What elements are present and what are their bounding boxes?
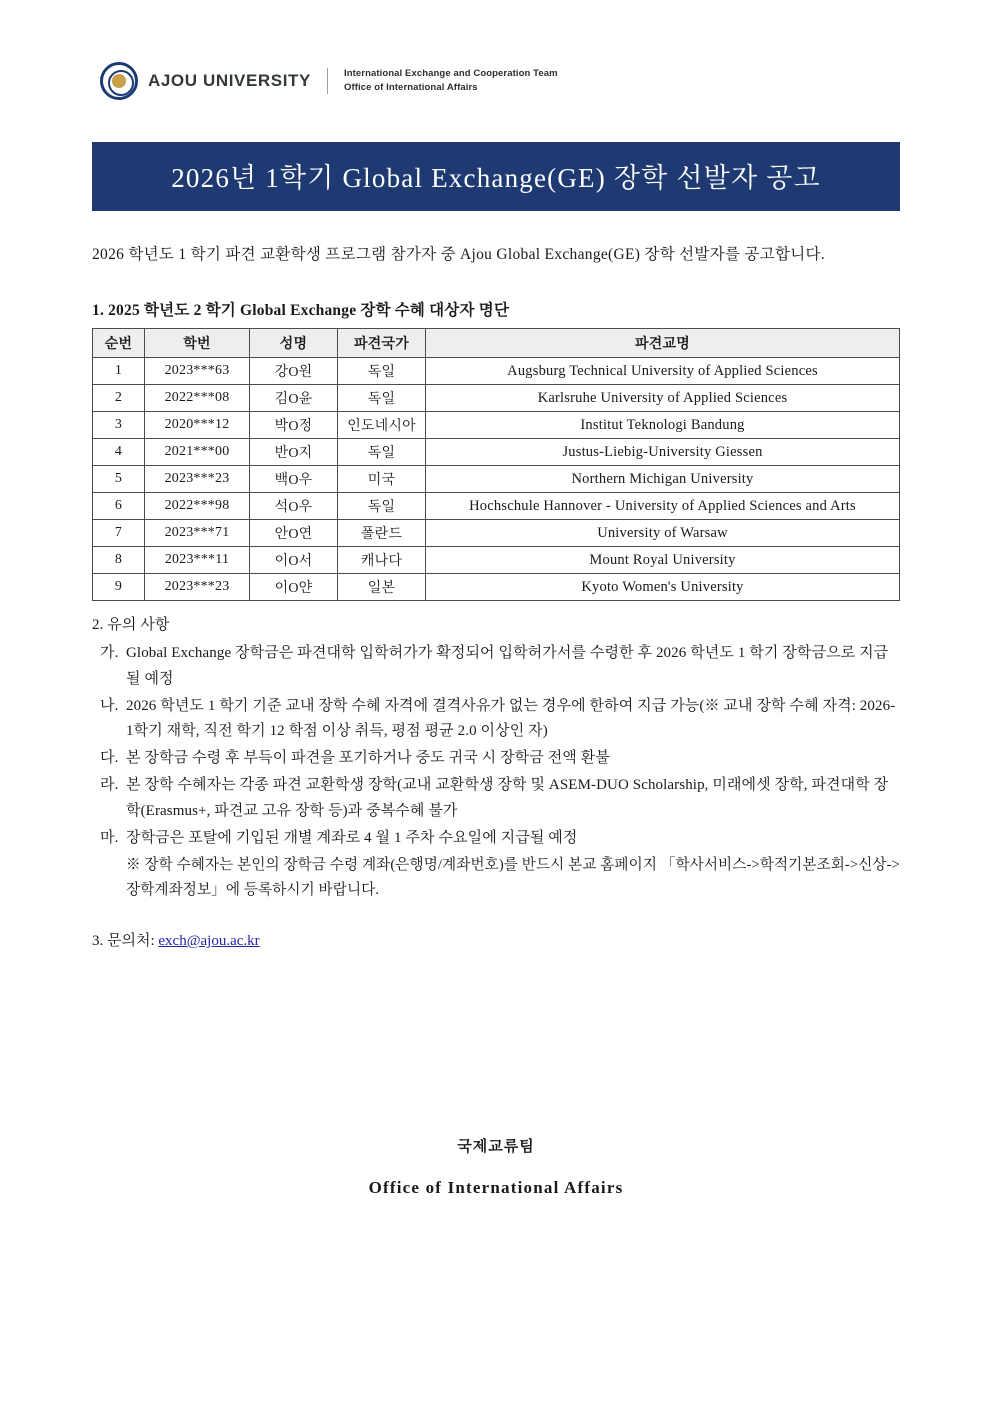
cell-university: Justus-Liebig-University Giessen xyxy=(426,439,900,466)
cell-country: 인도네시아 xyxy=(338,412,426,439)
note-item xyxy=(92,773,900,825)
cell-name: 이O서 xyxy=(250,547,338,574)
table-header-row xyxy=(93,329,900,358)
cell-country: 독일 xyxy=(338,385,426,412)
table-row xyxy=(93,412,900,439)
column-header-id: 학번 xyxy=(145,329,250,358)
cell-country: 미국 xyxy=(338,466,426,493)
cell-id: 2021***00 xyxy=(145,439,250,466)
table-row xyxy=(93,493,900,520)
cell-university: Karlsruhe University of Applied Sciences xyxy=(426,385,900,412)
column-header-country: 파견국가 xyxy=(338,329,426,358)
ajou-logo-icon xyxy=(100,62,138,100)
note-item xyxy=(92,641,900,693)
note-label: 가. xyxy=(100,644,119,661)
cell-id: 2023***11 xyxy=(145,547,250,574)
note-text: 2026 학년도 1 학기 기준 교내 장학 수혜 자격에 결격사유가 없는 경우에 한하여 지급 가능(※ 교내 장학 수혜 자격: 2026-1학기 재학, 직전 학기 12 학점 이상 취득, 평점 평균 2.0 이상인 자) xyxy=(126,697,896,740)
letterhead-line-1: International Exchange and Cooperation Team xyxy=(343,68,558,80)
cell-country: 일본 xyxy=(338,574,426,601)
note-text: 본 장학 수혜자는 각종 파견 교환학생 장학(교내 교환학생 장학 및 ASEM-DUO Scholarship, 미래에셋 장학, 파견대학 장학(Erasmus+, 파견교 고유 장학 등)과 중복수혜 불가 xyxy=(126,776,889,819)
section-2-notes xyxy=(92,613,900,903)
column-header-no: 순번 xyxy=(93,329,145,358)
cell-country: 독일 xyxy=(338,358,426,385)
note-text: 장학금은 포탈에 기입된 개별 계좌로 4 월 1 주차 수요일에 지급될 예정 xyxy=(126,829,578,846)
table-row xyxy=(93,520,900,547)
cell-no: 2 xyxy=(93,385,145,412)
contact-email-link[interactable]: exch@ajou.ac.kr xyxy=(158,932,260,949)
cell-university: University of Warsaw xyxy=(426,520,900,547)
letterhead-divider xyxy=(327,68,328,94)
cell-id: 2023***63 xyxy=(145,358,250,385)
table-row xyxy=(93,385,900,412)
cell-name: 석O우 xyxy=(250,493,338,520)
note-label: 다. xyxy=(100,750,119,767)
cell-no: 5 xyxy=(93,466,145,493)
cell-id: 2020***12 xyxy=(145,412,250,439)
cell-university: Hochschule Hannover - University of Applied Sciences and Arts xyxy=(426,493,900,520)
intro-paragraph: 2026 학년도 1 학기 파견 교환학생 프로그램 참가자 중 Ajou Global Exchange(GE) 장학 선발자를 공고합니다. xyxy=(92,246,825,263)
cell-university: Kyoto Women's University xyxy=(426,574,900,601)
letterhead-text xyxy=(344,67,558,95)
ajou-wordmark: AJOU UNIVERSITY xyxy=(148,71,311,90)
note-item xyxy=(92,746,900,772)
table-row xyxy=(93,466,900,493)
section-3-contact xyxy=(92,929,900,950)
cell-no: 9 xyxy=(93,574,145,601)
footer-team: 국제교류팀 xyxy=(457,1138,535,1155)
note-footnote: ※ 장학 수혜자는 본인의 장학금 수령 계좌(은행명/계좌번호)를 반드시 본교 홈페이지 「학사서비스->학적기본조회->신상->장학계좌정보」에 등록하시기 바랍니다. xyxy=(126,857,900,899)
table-row xyxy=(93,358,900,385)
section-1-heading: 1. 2025 학년도 2 학기 Global Exchange 장학 수혜 대상자 명단 xyxy=(92,302,510,320)
cell-country: 캐나다 xyxy=(338,547,426,574)
note-text: 본 장학금 수령 후 부득이 파견을 포기하거나 중도 귀국 시 장학금 전액 환불 xyxy=(126,750,610,767)
cell-country: 독일 xyxy=(338,493,426,520)
cell-name: 김O윤 xyxy=(250,385,338,412)
cell-name: 박O정 xyxy=(250,412,338,439)
note-text: Global Exchange 장학금은 파견대학 입학허가가 확정되어 입학허가서를 수령한 후 2026 학년도 1 학기 장학금으로 지급될 예정 xyxy=(126,644,889,687)
cell-no: 6 xyxy=(93,493,145,520)
note-label: 라. xyxy=(100,776,119,793)
cell-no: 7 xyxy=(93,520,145,547)
contact-label: 3. 문의처: xyxy=(92,932,159,949)
footer-office: Office of International Affairs xyxy=(368,1177,624,1197)
cell-name: 강O원 xyxy=(250,358,338,385)
cell-no: 3 xyxy=(93,412,145,439)
cell-university: Northern Michigan University xyxy=(426,466,900,493)
note-label: 나. xyxy=(100,697,119,714)
cell-name: 이O얀 xyxy=(250,574,338,601)
cell-university: Augsburg Technical University of Applied Sciences xyxy=(426,358,900,385)
cell-no: 1 xyxy=(93,358,145,385)
cell-id: 2023***23 xyxy=(145,574,250,601)
cell-id: 2022***98 xyxy=(145,493,250,520)
note-item xyxy=(92,826,900,852)
cell-name: 반O지 xyxy=(250,439,338,466)
section-2-heading: 2. 유의 사항 xyxy=(92,617,170,634)
column-header-name: 성명 xyxy=(250,329,338,358)
cell-no: 4 xyxy=(93,439,145,466)
note-label: 마. xyxy=(100,829,119,846)
cell-id: 2023***71 xyxy=(145,520,250,547)
cell-name: 안O연 xyxy=(250,520,338,547)
page-title: 2026년 1학기 Global Exchange(GE) 장학 선발자 공고 xyxy=(92,142,900,211)
recipients-table xyxy=(92,328,900,601)
cell-name: 백O우 xyxy=(250,466,338,493)
table-row xyxy=(93,547,900,574)
document-footer xyxy=(0,1135,992,1198)
cell-id: 2023***23 xyxy=(145,466,250,493)
cell-university: Institut Teknologi Bandung xyxy=(426,412,900,439)
cell-country: 폴란드 xyxy=(338,520,426,547)
cell-university: Mount Royal University xyxy=(426,547,900,574)
letterhead xyxy=(0,0,992,100)
column-header-university: 파견교명 xyxy=(426,329,900,358)
letterhead-line-2: Office of International Affairs xyxy=(343,82,478,93)
table-row xyxy=(93,574,900,601)
cell-country: 독일 xyxy=(338,439,426,466)
table-row xyxy=(93,439,900,466)
cell-no: 8 xyxy=(93,547,145,574)
note-item xyxy=(92,694,900,746)
cell-id: 2022***08 xyxy=(145,385,250,412)
